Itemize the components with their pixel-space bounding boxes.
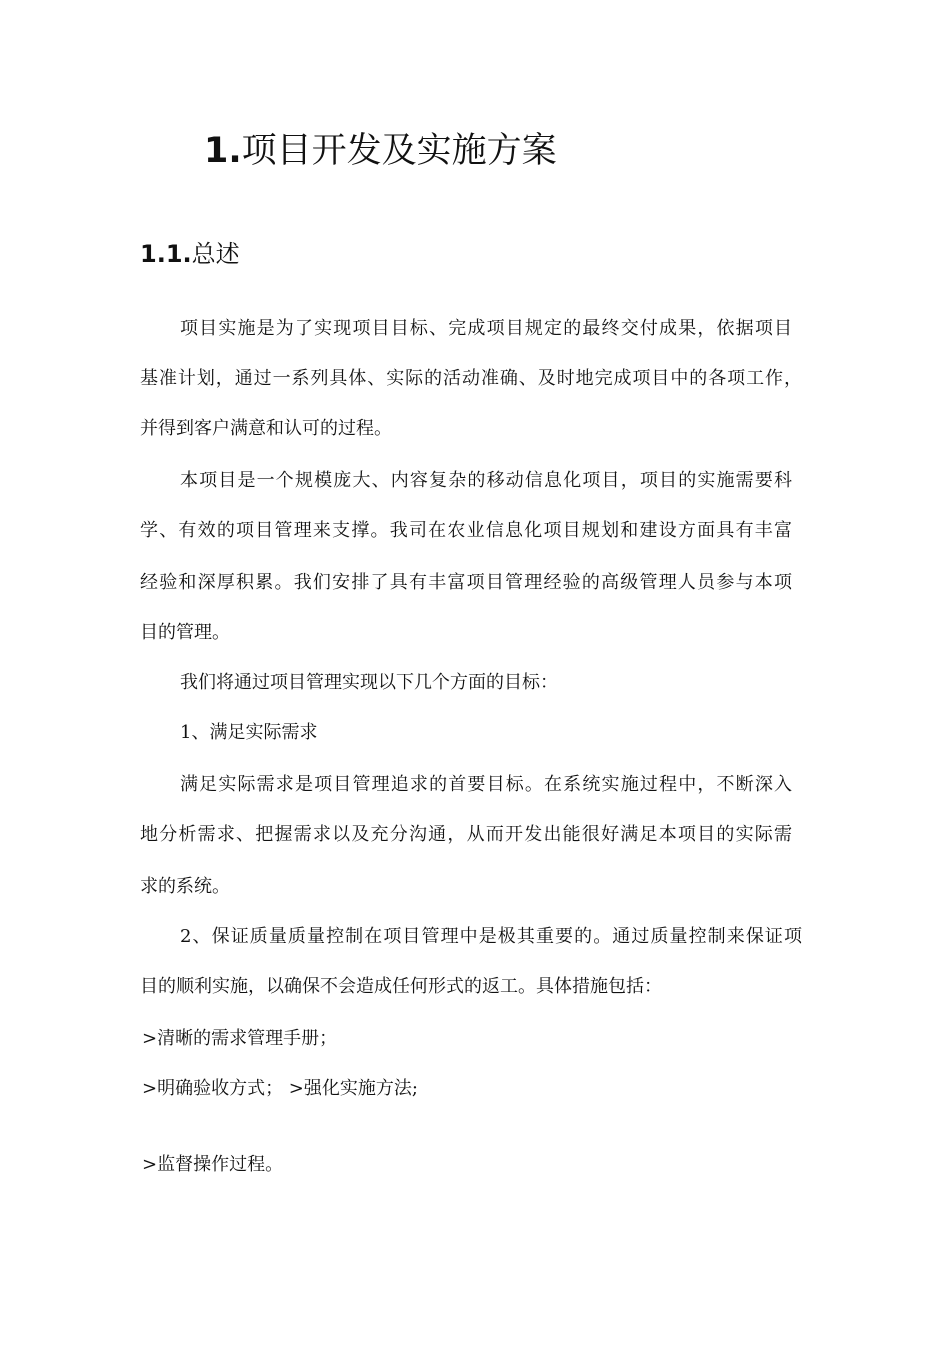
paragraph-line: 并得到客户满意和认可的过程。 [140, 418, 392, 439]
list-heading: 1、满足实际需求 [180, 722, 318, 743]
bullet-item: >明确验收方式； >强化实施方法; [142, 1078, 418, 1099]
paragraph-line: 学、有效的项目管理来支撑。我司在农业信息化项目规划和建设方面具有丰富 [140, 520, 792, 541]
bullet-item: >清晰的需求管理手册； [142, 1028, 338, 1049]
paragraph-line: 本项目是一个规模庞大、内容复杂的移动信息化项目，项目的实施需要科 [180, 470, 792, 491]
paragraph-line: 2、保证质量质量控制在项目管理中是极其重要的。通过质量控制来保证项 [180, 926, 802, 947]
section-heading [140, 236, 240, 272]
bullet-item: >监督操作过程。 [142, 1154, 284, 1175]
chapter-title: 项目开发及实施方案 [241, 131, 557, 171]
paragraph-line: 目的顺利实施，以确保不会造成任何形式的返工。具体措施包括： [140, 976, 662, 997]
paragraph-line: 我们将通过项目管理实现以下几个方面的目标： [180, 672, 558, 693]
paragraph-line: 满足实际需求是项目管理追求的首要目标。在系统实施过程中，不断深入 [180, 774, 792, 795]
chapter-heading [204, 126, 557, 176]
section-title: 总述 [191, 240, 240, 268]
section-number: 1.1. [140, 240, 192, 268]
paragraph-line: 基准计划，通过一系列具体、实际的活动准确、及时地完成项目中的各项工作， [140, 368, 802, 389]
paragraph-line: 地分析需求、把握需求以及充分沟通，从而开发出能很好满足本项目的实际需 [140, 824, 792, 845]
paragraph-line: 目的管理。 [140, 622, 230, 643]
paragraph-line: 项目实施是为了实现项目目标、完成项目规定的最终交付成果，依据项目 [180, 318, 792, 339]
paragraph-line: 经验和深厚积累。我们安排了具有丰富项目管理经验的高级管理人员参与本项 [140, 572, 792, 593]
paragraph-line: 求的系统。 [140, 876, 230, 897]
chapter-number: 1. [204, 131, 242, 171]
